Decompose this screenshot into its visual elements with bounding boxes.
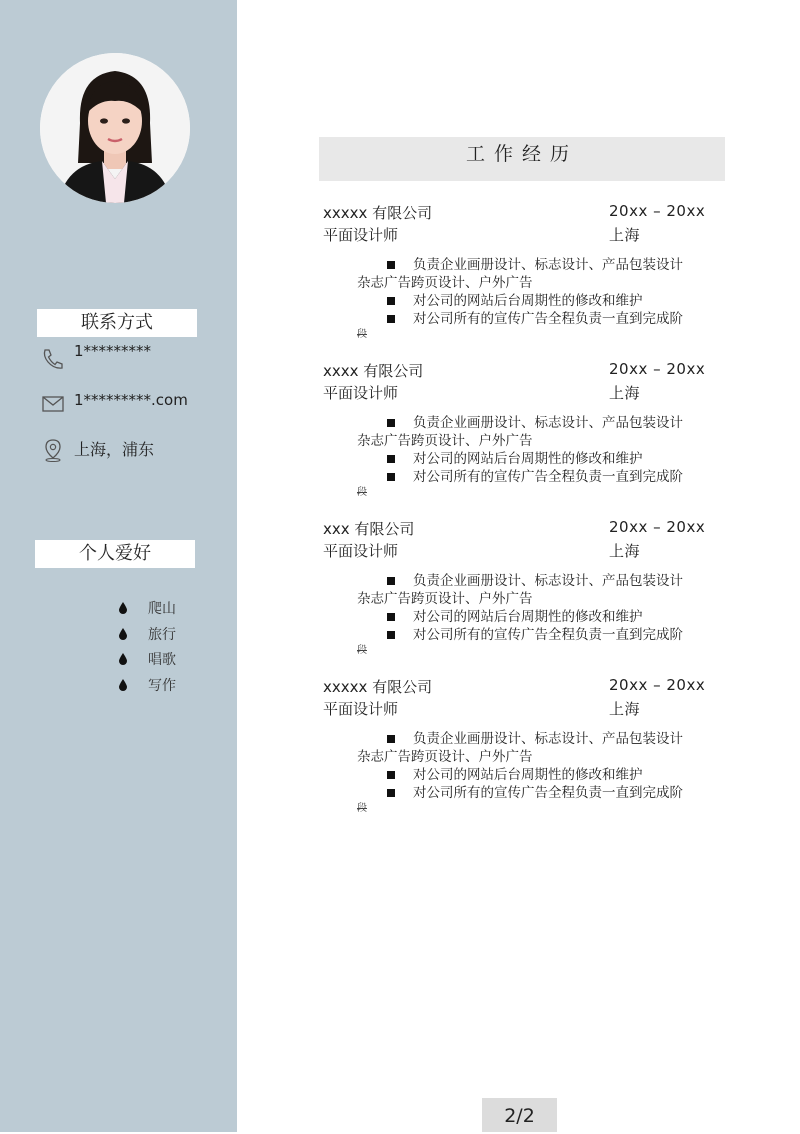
phone-icon	[40, 346, 66, 372]
square-bullet-icon	[387, 419, 395, 427]
hobby-label: 唱歌	[148, 652, 176, 668]
location-pin-icon	[40, 437, 66, 463]
job-entry	[323, 360, 723, 500]
company-name: xxxx 有限公司	[323, 362, 424, 380]
duty-tail: 段	[357, 487, 367, 498]
duty-text: 杂志广告跨页设计、户外广告	[357, 749, 533, 765]
sidebar	[0, 0, 237, 1132]
portrait-photo	[40, 53, 190, 203]
company-name: xxx 有限公司	[323, 520, 415, 538]
job-period: 20xx – 20xx	[609, 676, 706, 694]
duty-text: 负责企业画册设计、标志设计、产品包装设计	[413, 573, 683, 589]
square-bullet-icon	[387, 789, 395, 797]
location-text: 上海，浦东	[74, 440, 155, 459]
duty-tail: 段	[357, 645, 367, 656]
job-entry	[323, 518, 723, 658]
duty-text: 杂志广告跨页设计、户外广告	[357, 433, 533, 449]
work-experience-title: 工作经历	[319, 137, 725, 181]
job-role: 平面设计师	[323, 226, 399, 244]
email-row	[40, 391, 188, 417]
duty-text: 负责企业画册设计、标志设计、产品包装设计	[413, 415, 683, 431]
square-bullet-icon	[387, 455, 395, 463]
square-bullet-icon	[387, 577, 395, 585]
page-number: 2/2	[482, 1098, 557, 1132]
mail-icon	[40, 391, 66, 417]
duty-list	[357, 730, 723, 816]
job-period: 20xx – 20xx	[609, 360, 706, 378]
phone-row	[40, 342, 152, 372]
hobby-label: 写作	[148, 678, 176, 694]
drop-bullet-icon	[118, 679, 128, 691]
job-role: 平面设计师	[323, 700, 399, 718]
hobby-label: 旅行	[148, 627, 176, 643]
drop-bullet-icon	[118, 602, 128, 614]
hobby-item	[118, 598, 176, 618]
duty-tail: 段	[357, 329, 367, 340]
hobby-item	[118, 675, 176, 695]
location-row	[40, 437, 154, 463]
drop-bullet-icon	[118, 628, 128, 640]
duty-text: 杂志广告跨页设计、户外广告	[357, 275, 533, 291]
job-role: 平面设计师	[323, 542, 399, 560]
duty-tail: 段	[357, 803, 367, 814]
hobby-label: 爬山	[148, 601, 176, 617]
hobby-heading: 个人爱好	[35, 540, 195, 568]
duty-text: 负责企业画册设计、标志设计、产品包装设计	[413, 731, 683, 747]
job-role: 平面设计师	[323, 384, 399, 402]
duty-list	[357, 414, 723, 500]
duty-list	[357, 572, 723, 658]
duty-text: 杂志广告跨页设计、户外广告	[357, 591, 533, 607]
duty-text: 对公司所有的宣传广告全程负责一直到完成阶	[413, 311, 683, 327]
duty-text: 对公司所有的宣传广告全程负责一直到完成阶	[413, 627, 683, 643]
duty-list	[357, 256, 723, 342]
job-city: 上海	[609, 384, 641, 402]
job-city: 上海	[609, 542, 641, 560]
company-name: xxxxx 有限公司	[323, 204, 433, 222]
square-bullet-icon	[387, 261, 395, 269]
square-bullet-icon	[387, 297, 395, 305]
hobby-item	[118, 624, 176, 644]
duty-text: 对公司的网站后台周期性的修改和维护	[413, 767, 643, 783]
duty-text: 负责企业画册设计、标志设计、产品包装设计	[413, 257, 683, 273]
job-period: 20xx – 20xx	[609, 202, 706, 220]
job-city: 上海	[609, 226, 641, 244]
avatar	[40, 53, 190, 203]
square-bullet-icon	[387, 613, 395, 621]
job-entry	[323, 676, 723, 816]
phone-text: 1*********	[74, 342, 152, 360]
square-bullet-icon	[387, 315, 395, 323]
duty-text: 对公司所有的宣传广告全程负责一直到完成阶	[413, 785, 683, 801]
company-name: xxxxx 有限公司	[323, 678, 433, 696]
job-city: 上海	[609, 700, 641, 718]
duty-text: 对公司的网站后台周期性的修改和维护	[413, 451, 643, 467]
square-bullet-icon	[387, 473, 395, 481]
square-bullet-icon	[387, 735, 395, 743]
job-entry	[323, 202, 723, 342]
square-bullet-icon	[387, 771, 395, 779]
duty-text: 对公司所有的宣传广告全程负责一直到完成阶	[413, 469, 683, 485]
contact-heading: 联系方式	[37, 309, 197, 337]
duty-text: 对公司的网站后台周期性的修改和维护	[413, 293, 643, 309]
hobby-item	[118, 649, 176, 669]
drop-bullet-icon	[118, 653, 128, 665]
job-period: 20xx – 20xx	[609, 518, 706, 536]
email-text: 1*********.com	[74, 391, 188, 409]
duty-text: 对公司的网站后台周期性的修改和维护	[413, 609, 643, 625]
square-bullet-icon	[387, 631, 395, 639]
